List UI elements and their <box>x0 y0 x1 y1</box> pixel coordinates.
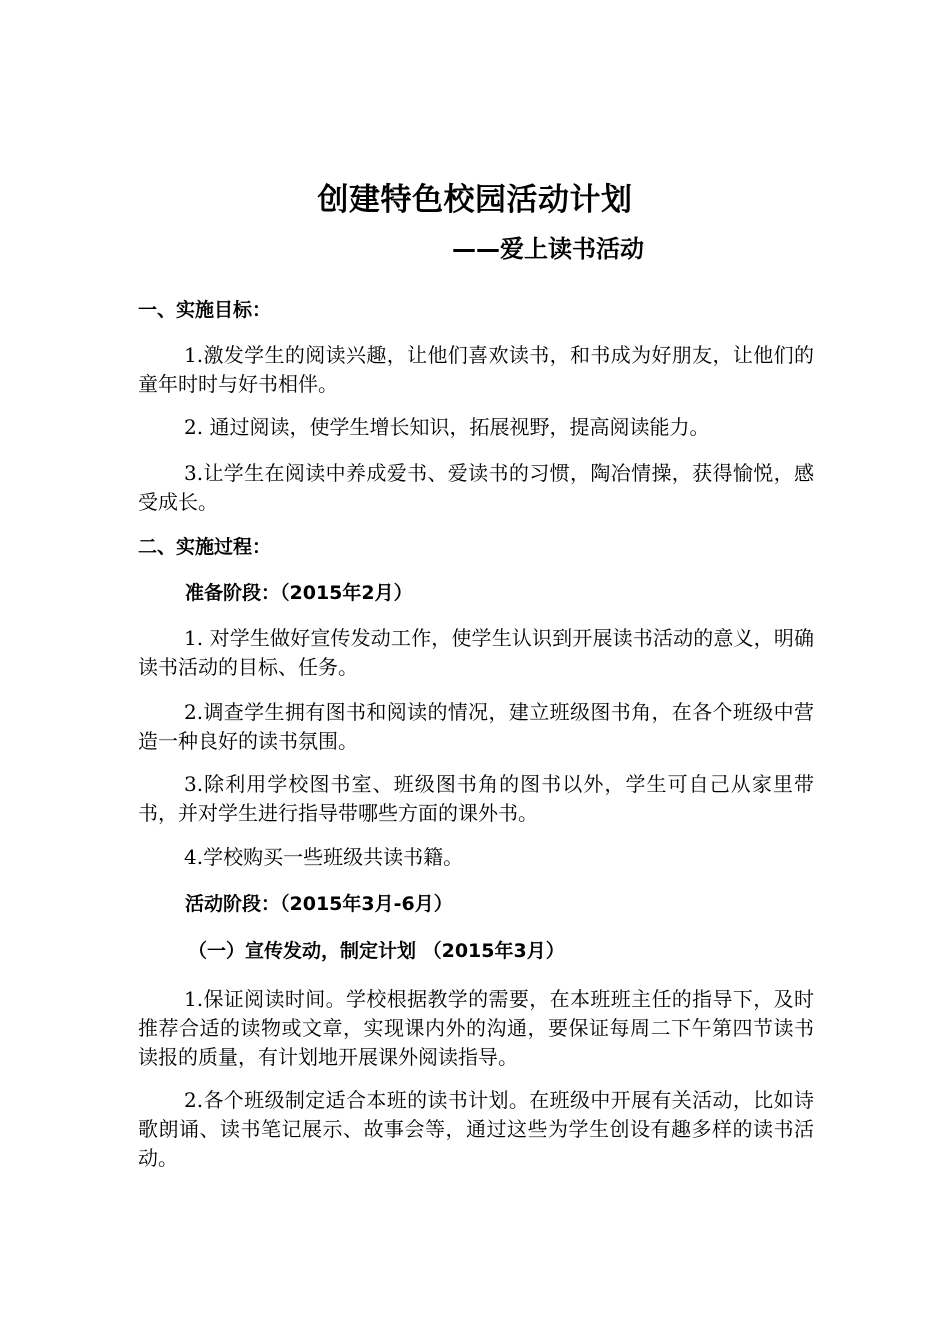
stage-label-activity: 活动阶段：（2015年3月-6月） <box>185 893 453 915</box>
activity-item-2: 2.各个班级制定适合本班的读书计划。在班级中开展有关活动，比如诗歌朗诵、读书笔记展示、故事会等，通过这些为学生创设有趣多样的读书活动。 <box>138 1088 814 1170</box>
goal-item-2: 2. 通过阅读，使学生增长知识，拓展视野，提高阅读能力。 <box>184 415 710 439</box>
activity-item-1: 1.保证阅读时间。学校根据教学的需要，在本班班主任的指导下，及时推荐合适的读物或文章，实现课内外的沟通，要保证每周二下午第四节读书读报的质量，有计划地开展课外阅读指导。 <box>138 987 814 1069</box>
document-subtitle: ——爱上读书活动 <box>452 235 644 263</box>
prep-item-4: 4.学校购买一些班级共读书籍。 <box>184 845 464 869</box>
section-heading-process: 二、实施过程： <box>138 536 272 558</box>
sub-stage-label-publicity: （一）宣传发动，制定计划 （2015年3月） <box>188 940 565 962</box>
prep-item-1: 1. 对学生做好宣传发动工作，使学生认识到开展读书活动的意义，明确读书活动的目标、任务。 <box>138 626 814 679</box>
prep-item-2: 2.调查学生拥有图书和阅读的情况，建立班级图书角，在各个班级中营造一种良好的读书氛围。 <box>138 700 814 753</box>
section-heading-goals: 一、实施目标： <box>138 299 272 321</box>
stage-label-prep: 准备阶段：（2015年2月） <box>185 582 413 604</box>
prep-item-3: 3.除利用学校图书室、班级图书角的图书以外，学生可自己从家里带书，并对学生进行指导带哪些方面的课外书。 <box>138 772 814 825</box>
document-title: 创建特色校园活动计划 <box>317 182 633 218</box>
goal-item-1: 1.激发学生的阅读兴趣，让他们喜欢读书，和书成为好朋友，让他们的童年时时与好书相伴。 <box>138 343 814 396</box>
goal-item-3: 3.让学生在阅读中养成爱书、爱读书的习惯，陶冶情操，获得愉悦，感受成长。 <box>138 461 814 514</box>
